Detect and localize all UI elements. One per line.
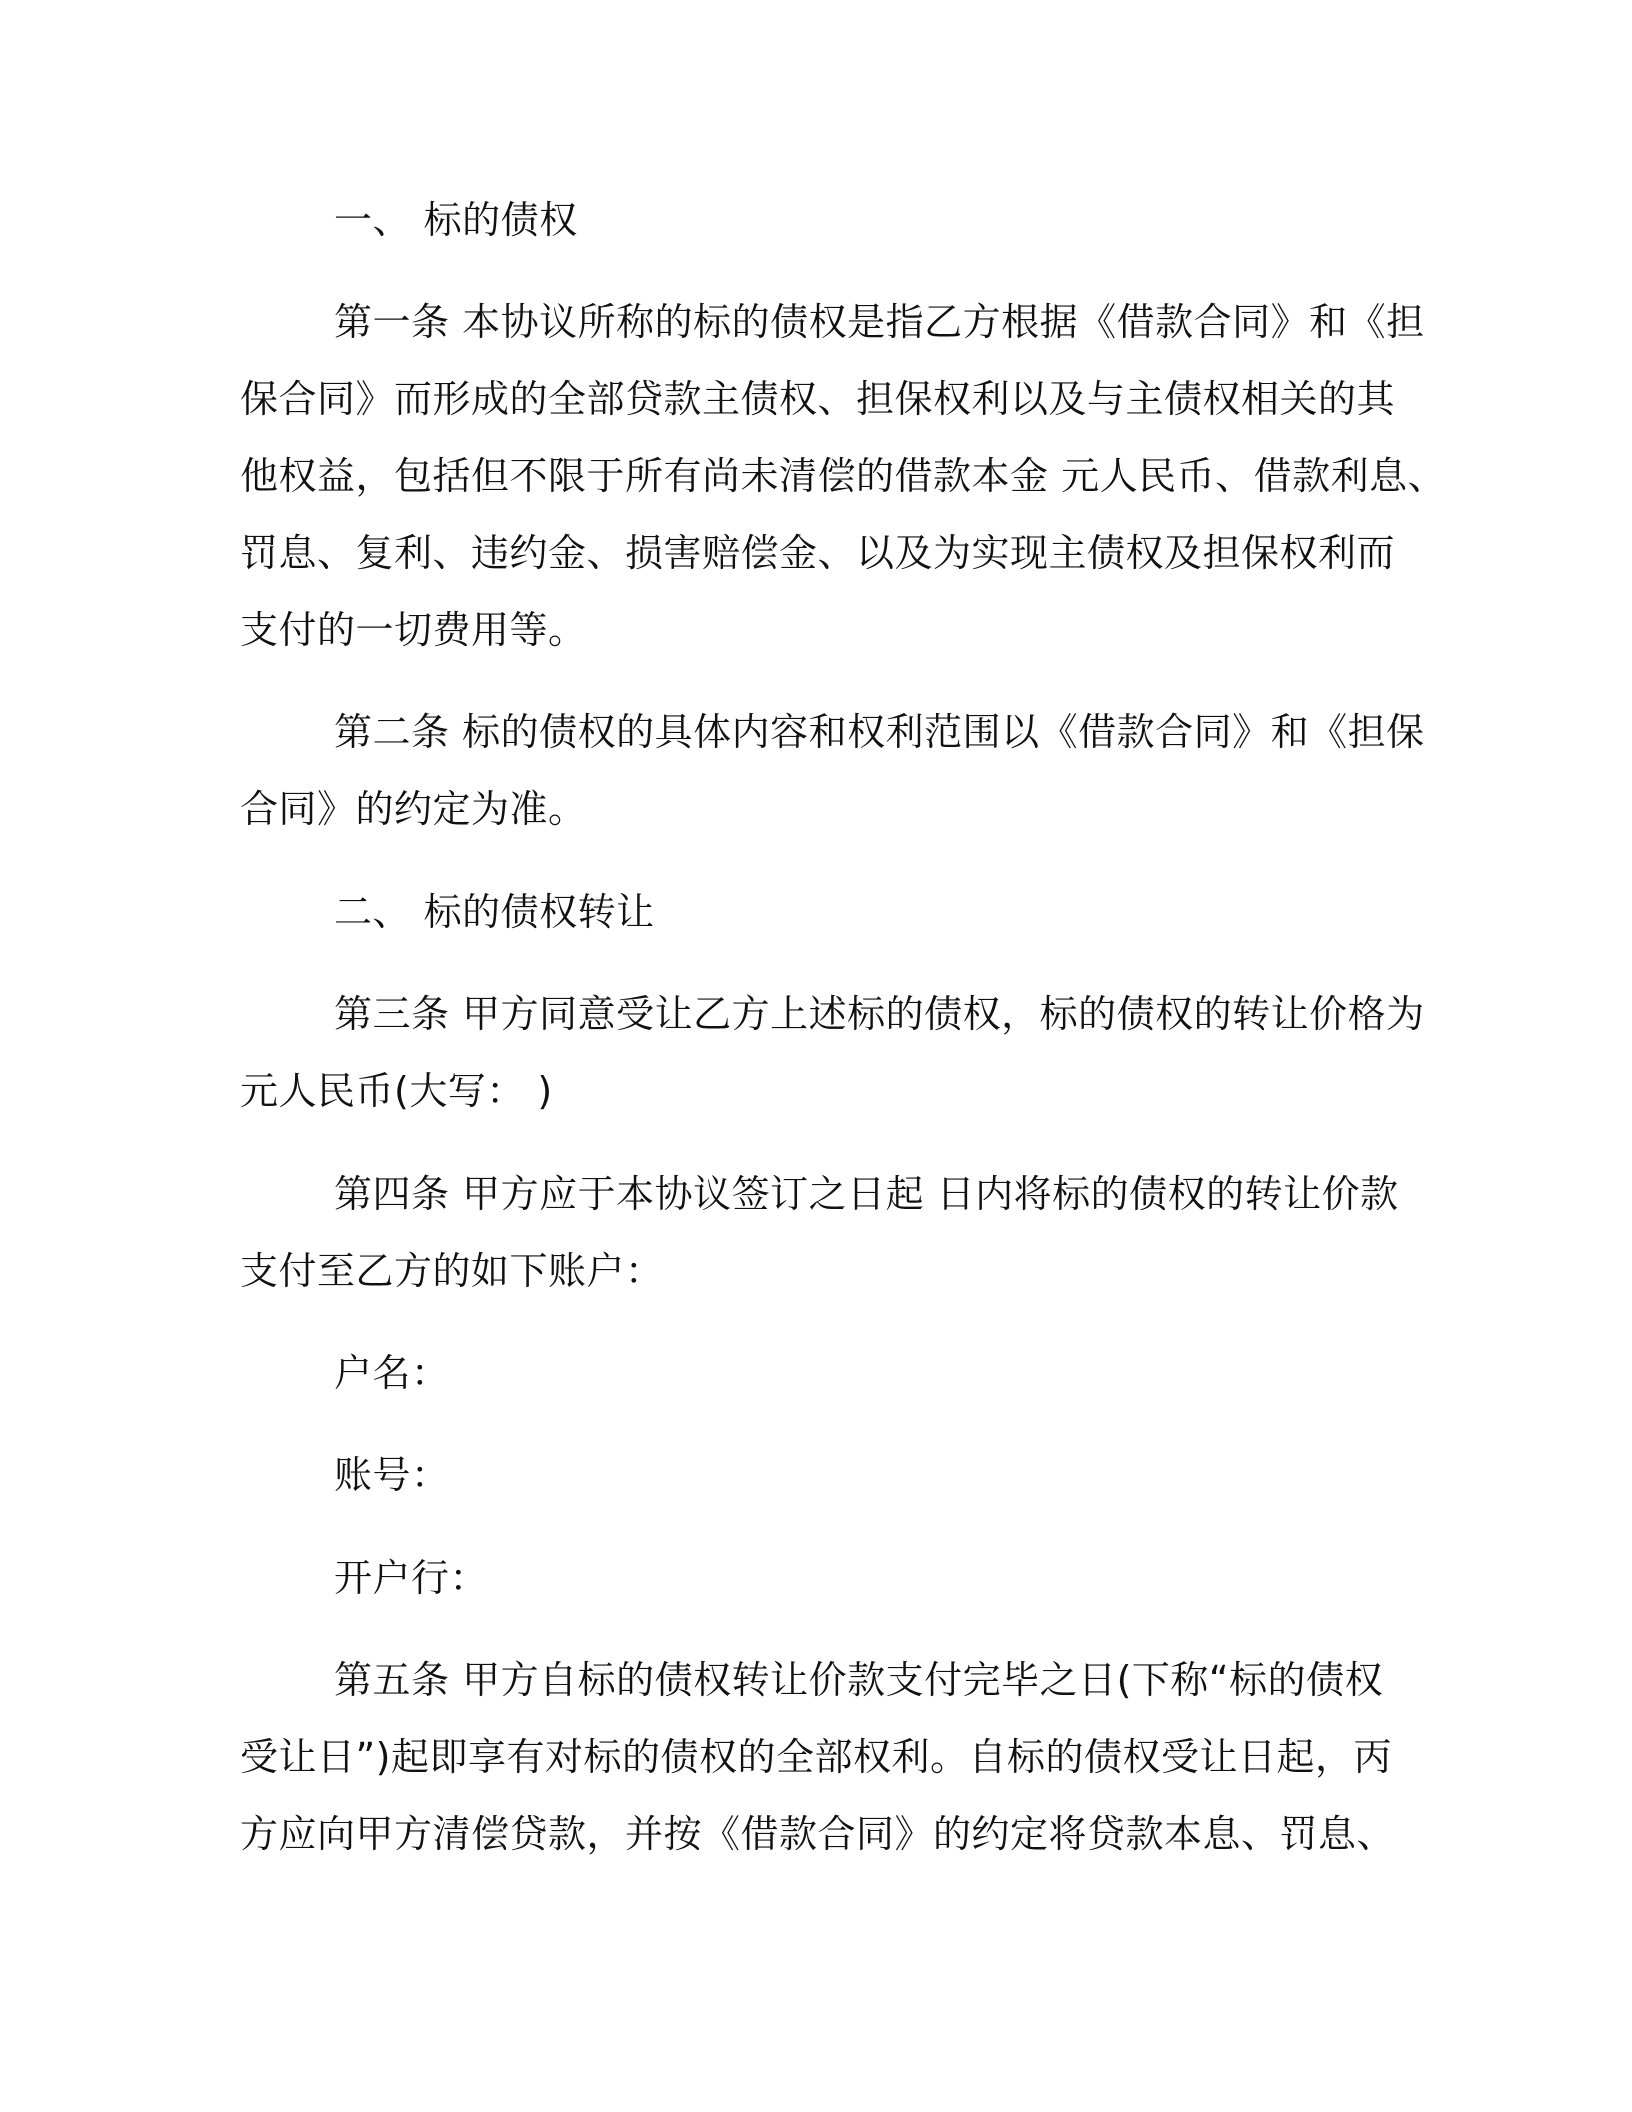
article-1-line-5: 支付的一切费用等。 — [240, 608, 587, 652]
section-heading-2: 二、 标的债权转让 — [334, 890, 655, 934]
section-heading-1: 一、 标的债权 — [334, 198, 578, 242]
article-4-line-2: 支付至乙方的如下账户： — [240, 1249, 664, 1293]
article-3-line-2: 元人民币(大写： ) — [240, 1069, 553, 1113]
account-name-label: 户名： — [334, 1351, 450, 1395]
article-1-line-1: 第一条 本协议所称的标的债权是指乙方根据《借款合同》和《担 — [334, 300, 1425, 344]
article-1-line-3: 他权益，包括但不限于所有尚未清偿的借款本金 元人民币、借款利息、 — [240, 454, 1447, 498]
account-number-label: 账号： — [334, 1453, 450, 1497]
article-2-line-1: 第二条 标的债权的具体内容和权利范围以《借款合同》和《担保 — [334, 710, 1425, 754]
article-5-line-2: 受让日”)起即享有对标的债权的全部权利。自标的债权受让日起，丙 — [240, 1735, 1393, 1779]
article-5-line-1: 第五条 甲方自标的债权转让价款支付完毕之日(下称“标的债权 — [334, 1658, 1384, 1702]
article-4-line-1: 第四条 甲方应于本协议签订之日起 日内将标的债权的转让价款 — [334, 1172, 1399, 1216]
article-1-line-4: 罚息、复利、违约金、损害赔偿金、以及为实现主债权及担保权利而 — [240, 531, 1396, 575]
article-3-line-1: 第三条 甲方同意受让乙方上述标的债权，标的债权的转让价格为 — [334, 992, 1425, 1036]
article-2-line-2: 合同》的约定为准。 — [240, 787, 587, 831]
article-5-line-3: 方应向甲方清偿贷款，并按《借款合同》的约定将贷款本息、罚息、 — [240, 1812, 1396, 1856]
bank-label: 开户行： — [334, 1556, 489, 1600]
article-1-line-2: 保合同》而形成的全部贷款主债权、担保权利以及与主债权相关的其 — [240, 377, 1396, 421]
